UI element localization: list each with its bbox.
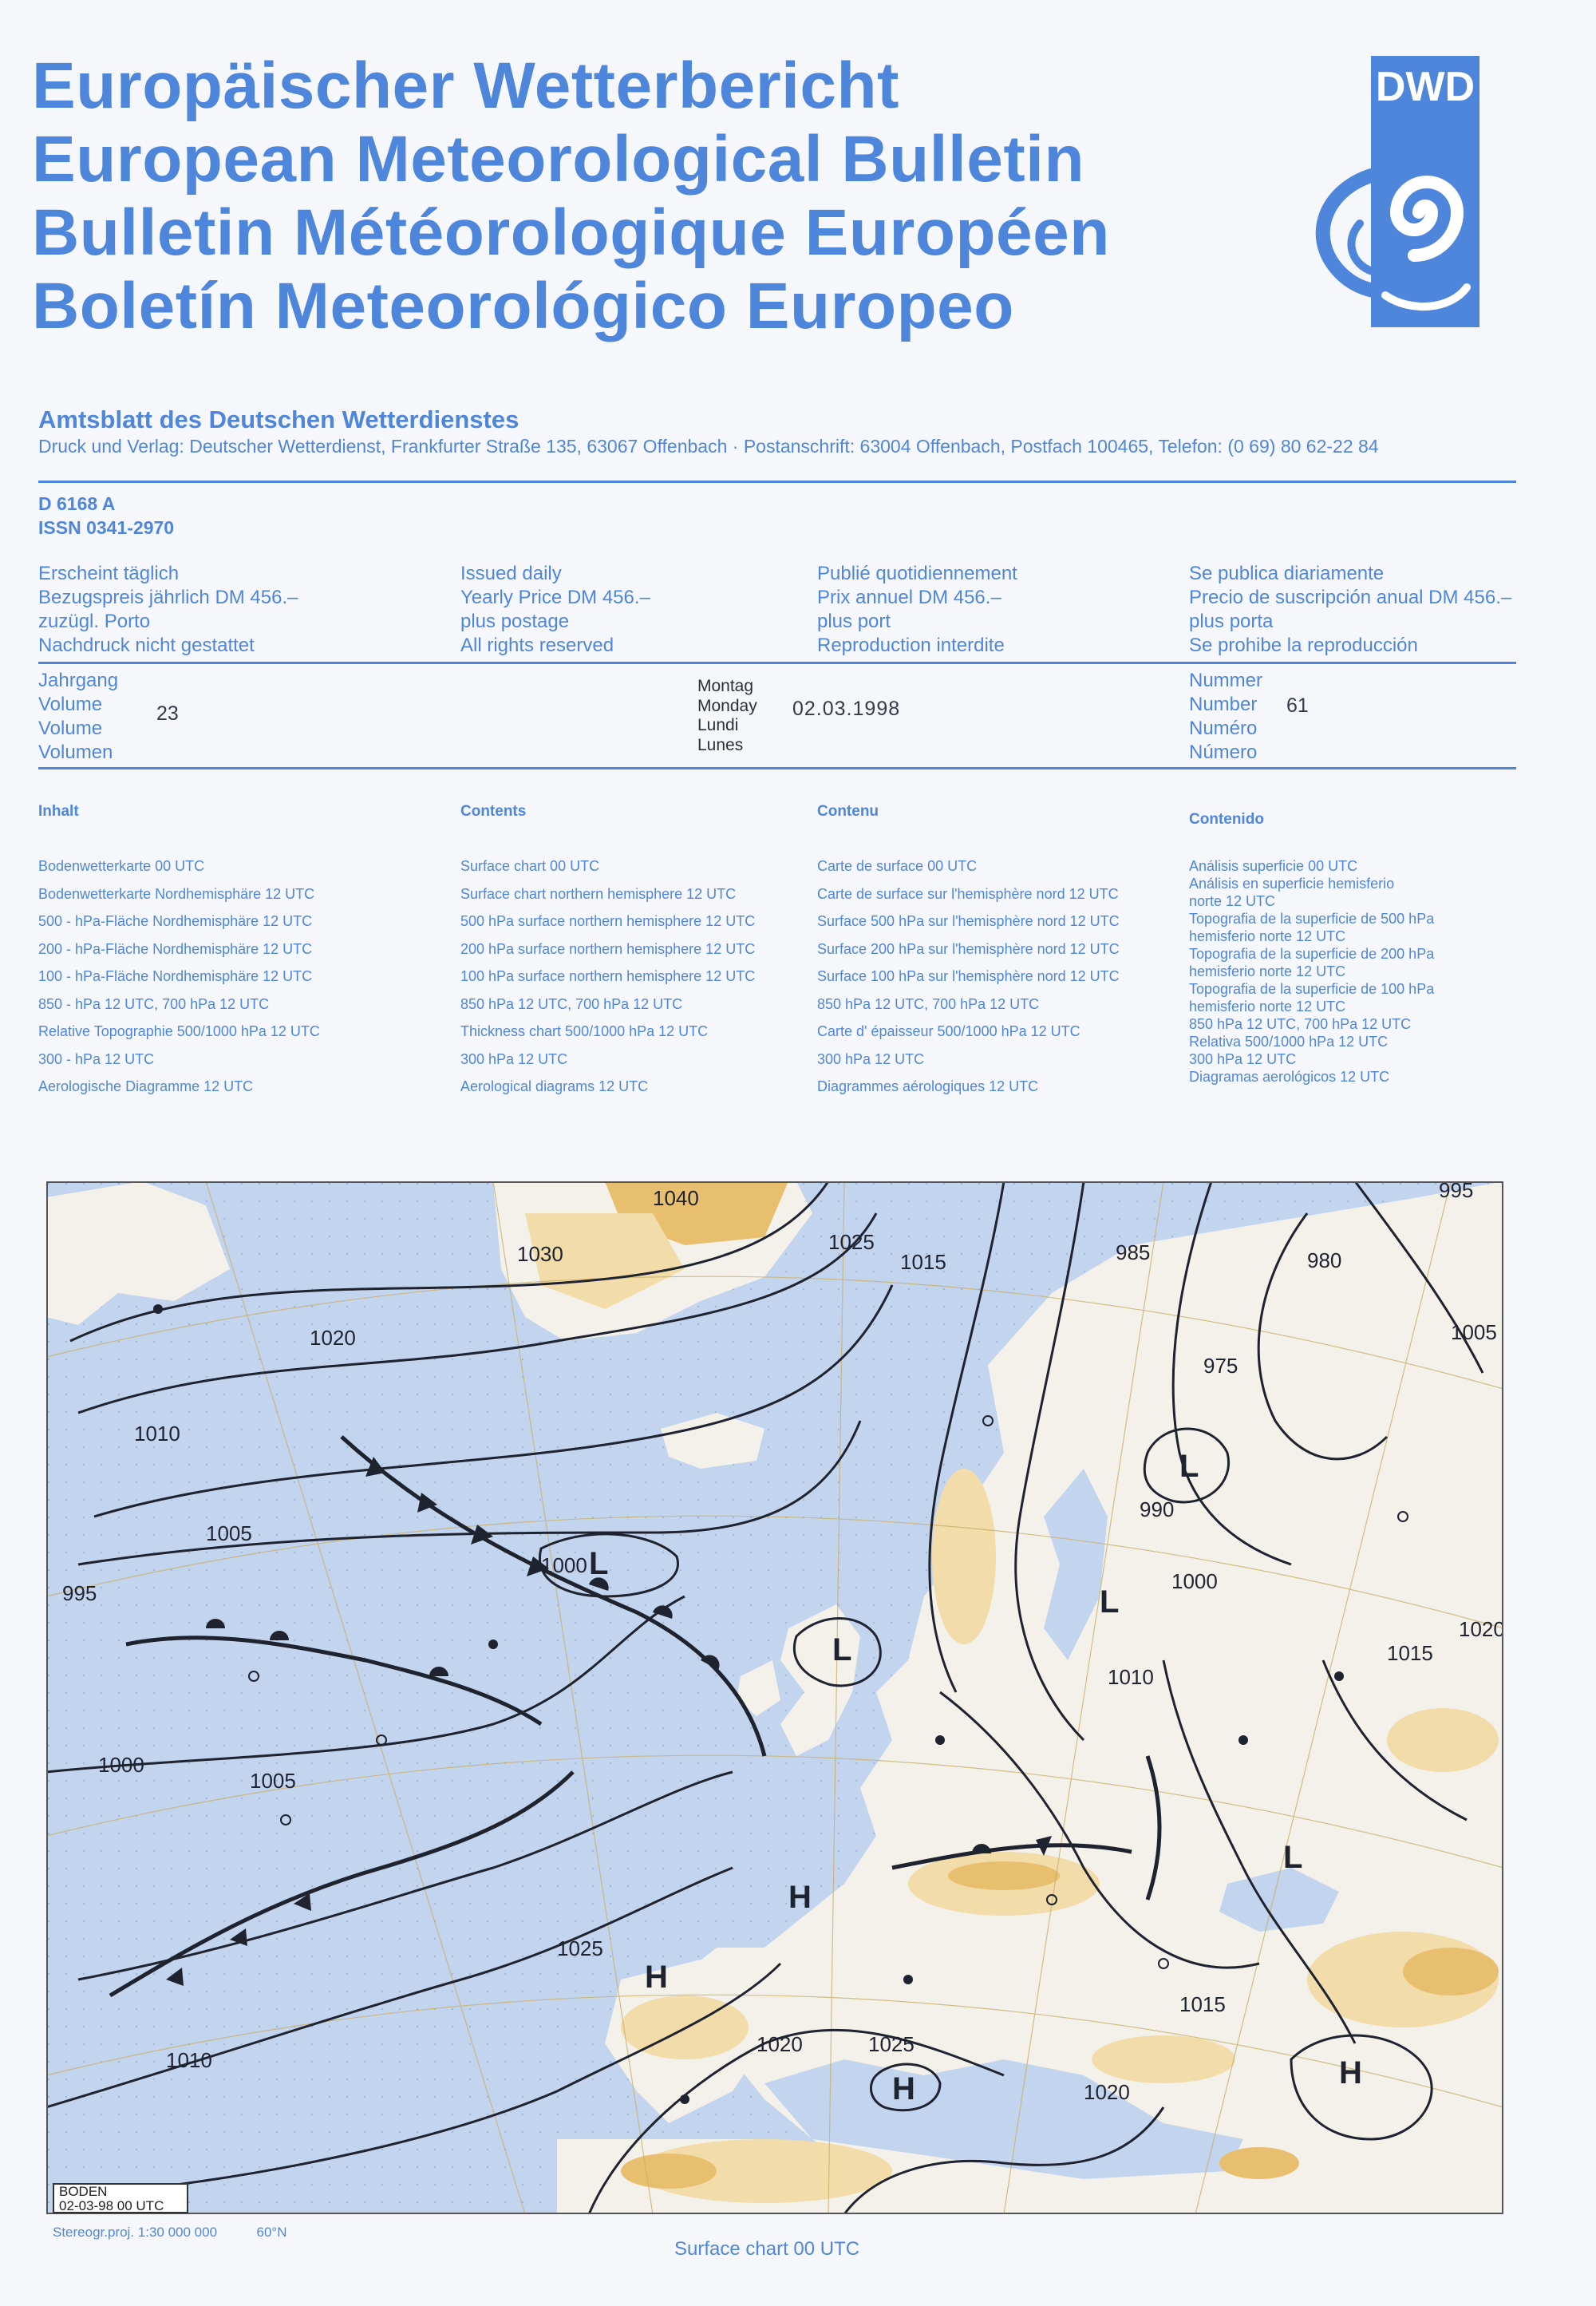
- subscription-line: plus postage: [460, 611, 570, 632]
- contents-item: Surface chart northern hemisphere 12 UTC: [460, 885, 737, 902]
- map-svg: [46, 1181, 1503, 2214]
- contents-item: Carte d' épaisseur 500/1000 hPa 12 UTC: [817, 1023, 1080, 1039]
- subscription-line: Issued daily: [460, 563, 562, 584]
- contents-item: 200 hPa surface northern hemisphere 12 UTC: [460, 940, 756, 957]
- subscription-spanish: [1189, 562, 1511, 658]
- isobar-label: 1005: [250, 1769, 296, 1793]
- number-label: Number: [1189, 694, 1258, 715]
- contents-heading-french: Contenu: [817, 803, 879, 820]
- contents-item: 850 hPa 12 UTC, 700 hPa 12 UTC: [460, 995, 683, 1012]
- isobar-label: 1030: [517, 1242, 563, 1266]
- contents-item: 300 - hPa 12 UTC: [38, 1050, 155, 1067]
- publisher-name: Amtsblatt des Deutschen Wetterdienstes: [38, 405, 519, 433]
- contents-item: 300 hPa 12 UTC: [817, 1050, 925, 1067]
- volume-label: Volumen: [38, 742, 113, 763]
- contents-item: 500 - hPa-Fläche Nordhemisphäre 12 UTC: [38, 913, 313, 929]
- isobar-label: 1015: [1179, 1992, 1226, 2016]
- surface-weather-map: [46, 1181, 1503, 2214]
- subscription-line: Se publica diariamente: [1189, 563, 1385, 584]
- low-centre: L: [1283, 1840, 1303, 1875]
- contents-item: hemisferio norte 12 UTC: [1189, 999, 1346, 1015]
- map-stamp: [53, 2183, 188, 2213]
- stamp-line: 02-03-98 00 UTC: [59, 2198, 164, 2213]
- contents-item: Surface 200 hPa sur l'hemisphère nord 12 UTC: [817, 940, 1120, 957]
- contents-item: Topografia de la superficie de 500 hPa: [1189, 911, 1435, 927]
- isobar-label: 1020: [1459, 1617, 1503, 1641]
- contents-item: Thickness chart 500/1000 hPa 12 UTC: [460, 1023, 709, 1039]
- isobar-label: 1010: [166, 2048, 212, 2072]
- isobar-label: 1015: [900, 1250, 946, 1274]
- contents-item: Diagrammes aérologiques 12 UTC: [817, 1078, 1039, 1094]
- volume-label: Jahrgang: [38, 670, 119, 691]
- isobar-label: 1020: [757, 2032, 803, 2056]
- contents-item: 850 hPa 12 UTC, 700 hPa 12 UTC: [817, 995, 1040, 1012]
- contents-heading-english: Contents: [460, 803, 527, 820]
- high-centre: H: [892, 2071, 915, 2106]
- title-german: Europäischer Wetterbericht: [32, 49, 899, 122]
- volume-label: Volume: [38, 694, 103, 715]
- contents-item: Bodenwetterkarte 00 UTC: [38, 858, 205, 874]
- isobar-label: 1005: [1451, 1320, 1497, 1344]
- number-label: Número: [1189, 742, 1258, 763]
- contents-list-german: [38, 852, 320, 1101]
- high-centre: H: [1339, 2055, 1362, 2090]
- contents-item: Surface 500 hPa sur l'hemisphère nord 12 UTC: [817, 913, 1120, 929]
- contents-item: Relativa 500/1000 hPa 12 UTC: [1189, 1034, 1389, 1050]
- subscription-line: Erscheint täglich: [38, 563, 180, 584]
- isobar-label: 1015: [1387, 1641, 1433, 1665]
- isobar-label: 995: [1439, 1181, 1474, 1202]
- contents-item: 100 hPa surface northern hemisphere 12 UTC: [460, 968, 756, 984]
- divider: [38, 662, 1516, 664]
- number-labels: [1189, 669, 1262, 765]
- divider: [38, 481, 1516, 483]
- isobar-label: 1010: [1108, 1665, 1154, 1689]
- isobar-label: 1020: [310, 1326, 356, 1350]
- contents-item: 850 hPa 12 UTC, 700 hPa 12 UTC: [1189, 1016, 1412, 1032]
- isobar-label: 1005: [206, 1521, 252, 1545]
- low-centre: L: [1179, 1449, 1199, 1484]
- weekday-label: Lundi: [697, 716, 739, 734]
- volume-label: Volume: [38, 718, 103, 739]
- contents-heading-german: Inhalt: [38, 803, 79, 820]
- high-centre: H: [645, 1960, 668, 1995]
- dwd-logo: [1291, 56, 1479, 343]
- contents-item: hemisferio norte 12 UTC: [1189, 928, 1346, 944]
- contents-item: Surface 100 hPa sur l'hemisphère nord 12 UTC: [817, 968, 1120, 984]
- isobar-label: 1010: [134, 1422, 180, 1446]
- volume-value: 23: [156, 702, 179, 725]
- contents-item: 300 hPa 12 UTC: [460, 1050, 568, 1067]
- title-english: European Meteorological Bulletin: [32, 123, 1085, 196]
- contents-list-spanish: [1189, 857, 1434, 1086]
- latitude-text: 60°N: [256, 2225, 287, 2240]
- volume-labels: [38, 669, 118, 765]
- stamp-line: BODEN: [59, 2184, 108, 2199]
- subscription-line: Bezugspreis jährlich DM 456.–: [38, 587, 298, 608]
- projection-text: Stereogr.proj. 1:30 000 000: [53, 2225, 218, 2240]
- subscription-french: [817, 562, 1017, 658]
- contents-heading-spanish: Contenido: [1189, 811, 1264, 828]
- issue-number: 61: [1286, 694, 1309, 717]
- contents-item: Aerologische Diagramme 12 UTC: [38, 1078, 254, 1094]
- publisher-address: Druck und Verlag: Deutscher Wetterdienst, Frankfurter Straße 135, 63067 Offenbach · Postanschrift: 63004 Offenbach, Postfach 100465, Telefon: (0 69) 80 62-22 84: [38, 436, 1379, 457]
- high-centre: H: [788, 1880, 812, 1915]
- contents-item: Carte de surface sur l'hemisphère nord 12 UTC: [817, 885, 1119, 902]
- contents-item: Análisis superficie 00 UTC: [1189, 858, 1358, 874]
- weekday-labels: [697, 677, 757, 755]
- contents-item: Aerological diagrams 12 UTC: [460, 1078, 649, 1094]
- contents-item: Surface chart 00 UTC: [460, 858, 600, 874]
- low-centre: L: [589, 1546, 609, 1581]
- subscription-line: Se prohibe la reproducción: [1189, 635, 1418, 656]
- weekday-label: Lunes: [697, 735, 744, 754]
- subscription-line: Reproduction interdite: [817, 635, 1005, 656]
- contents-item: 200 - hPa-Fläche Nordhemisphäre 12 UTC: [38, 940, 313, 957]
- subscription-line: All rights reserved: [460, 635, 614, 656]
- isobar-label: 980: [1307, 1248, 1342, 1272]
- contents-item: Bodenwetterkarte Nordhemisphäre 12 UTC: [38, 885, 315, 902]
- contents-item: norte 12 UTC: [1189, 893, 1276, 909]
- weekday-label: Montag: [697, 677, 754, 695]
- contents-item: 850 - hPa 12 UTC, 700 hPa 12 UTC: [38, 995, 270, 1012]
- isobar-label: 1020: [1084, 2080, 1130, 2104]
- subscription-line: Publié quotidiennement: [817, 563, 1017, 584]
- isobar-label: 1000: [98, 1753, 144, 1777]
- subscription-line: Precio de suscripción anual DM 456.–: [1189, 587, 1512, 608]
- subscription-line: plus port: [817, 611, 891, 632]
- contents-item: 300 hPa 12 UTC: [1189, 1051, 1297, 1067]
- isobar-label: 1000: [1171, 1569, 1218, 1593]
- bulletin-titles: [32, 49, 1293, 343]
- contents-item: 500 hPa surface northern hemisphere 12 UTC: [460, 913, 756, 929]
- contents-item: Relative Topographie 500/1000 hPa 12 UTC: [38, 1023, 320, 1039]
- map-caption: Surface chart 00 UTC: [674, 2238, 860, 2260]
- isobar-label: 1025: [828, 1230, 875, 1254]
- subscription-line: plus porta: [1189, 611, 1274, 632]
- isobar-label: 975: [1203, 1354, 1238, 1378]
- contents-item: Análisis en superficie hemisferio: [1189, 876, 1395, 892]
- issn: ISSN 0341-2970: [38, 517, 175, 538]
- map-projection-note: [53, 2225, 287, 2241]
- contents-list-english: [460, 852, 755, 1101]
- contents-item: Topografia de la superficie de 100 hPa: [1189, 981, 1435, 997]
- low-centre: L: [1100, 1584, 1120, 1620]
- isobar-label: 1025: [868, 2032, 915, 2056]
- isobar-label: 990: [1140, 1497, 1175, 1521]
- isobar-label: 995: [62, 1581, 97, 1605]
- subscription-line: Yearly Price DM 456.–: [460, 587, 650, 608]
- publication-codes: [38, 492, 174, 540]
- subscription-line: zuzügl. Porto: [38, 611, 151, 632]
- divider: [38, 767, 1516, 769]
- low-centre: L: [832, 1632, 852, 1667]
- subscription-english: [460, 562, 650, 658]
- dwd-logo-text: DWD: [1375, 64, 1476, 110]
- contents-item: Topografia de la superficie de 200 hPa: [1189, 946, 1435, 962]
- subscription-line: Prix annuel DM 456.–: [817, 587, 1001, 608]
- contents-item: 100 - hPa-Fläche Nordhemisphäre 12 UTC: [38, 968, 313, 984]
- contents-item: hemisferio norte 12 UTC: [1189, 963, 1346, 979]
- weekday-label: Monday: [697, 696, 757, 715]
- contents-list-french: [817, 852, 1120, 1101]
- contents-item: Diagramas aerológicos 12 UTC: [1189, 1069, 1390, 1085]
- isobar-label: 1000: [541, 1553, 587, 1577]
- title-french: Bulletin Météorologique Européen: [32, 196, 1110, 269]
- number-label: Numéro: [1189, 718, 1258, 739]
- isobar-label: 985: [1116, 1240, 1151, 1264]
- subscription-line: Nachdruck nicht gestattet: [38, 635, 255, 656]
- contents-item: Carte de surface 00 UTC: [817, 858, 978, 874]
- subscription-german: [38, 562, 298, 658]
- title-spanish: Boletín Meteorológico Europeo: [32, 270, 1014, 342]
- number-label: Nummer: [1189, 670, 1263, 691]
- postal-code: D 6168 A: [38, 493, 116, 514]
- isobar-label: 1025: [557, 1936, 603, 1960]
- isobar-label: 1040: [653, 1186, 699, 1210]
- issue-date: 02.03.1998: [792, 698, 901, 720]
